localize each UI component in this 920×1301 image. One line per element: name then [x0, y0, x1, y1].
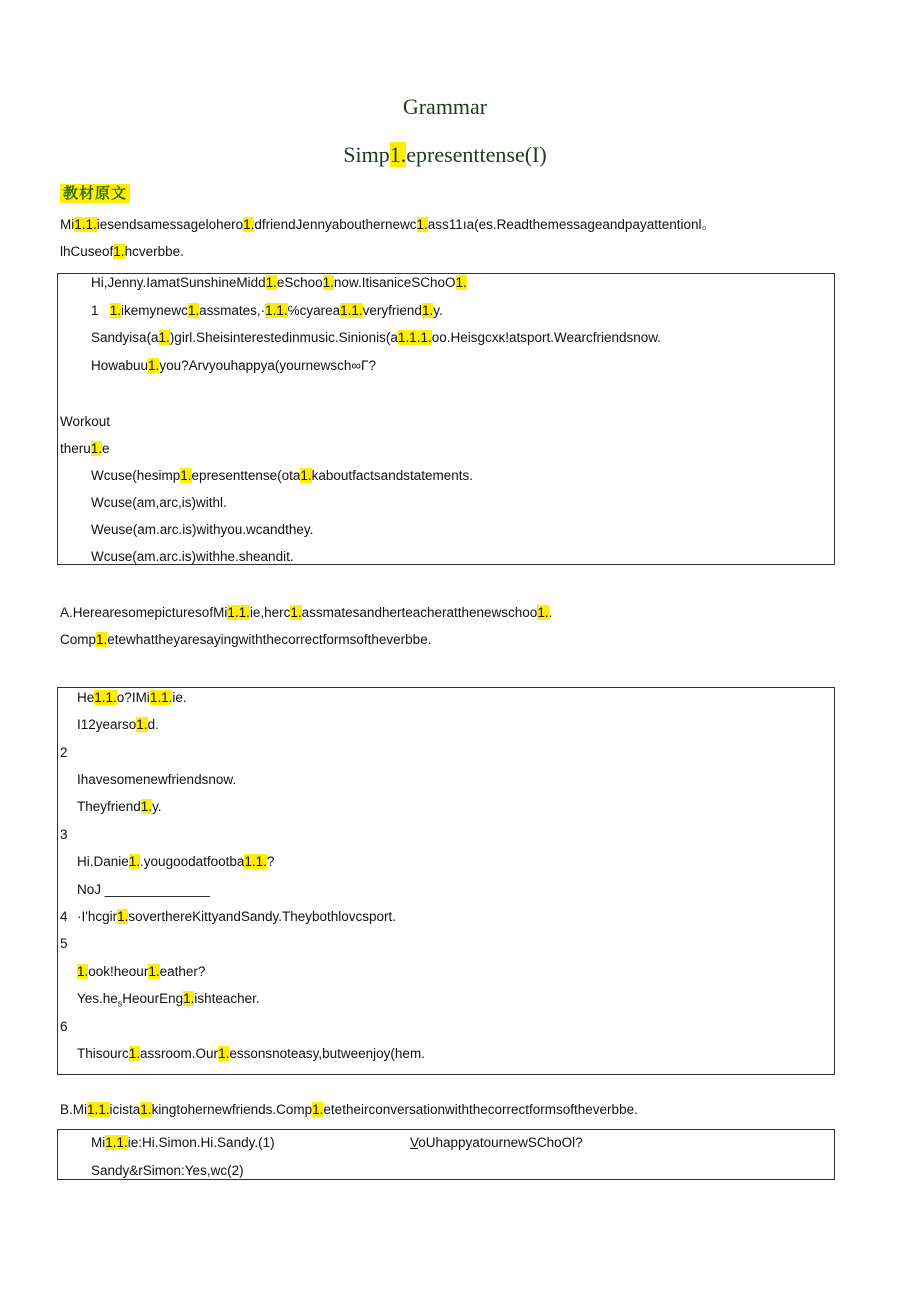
- page-subtitle: Simp1.epresenttense(I): [343, 142, 547, 167]
- rule-line-1: Wcuse(hesimp1.epresenttense(ota1.kaboutfactsandstatements.: [91, 468, 473, 483]
- workout-heading: Workout: [60, 414, 111, 429]
- intro-line-1: Mi1.1.iesendsamessagelohero1.dfriendJennyabouthernewc1.ass11ıa(es.Readthemessageandpayattentionl。: [60, 217, 715, 232]
- item-number-6: 6: [60, 1019, 68, 1034]
- exercise-b-line-1: Mi1.1.ie:Hi.Simon.Hi.Sandy.(1): [91, 1135, 275, 1150]
- exercise-b-line-1-right: VoUhappyatournewSChoOl?: [410, 1135, 583, 1150]
- exercise-a-line-3: Ihavesomenewfriendsnow.: [77, 772, 237, 787]
- message-line-1: Hi,Jenny.IamatSunshineMidd1.eSchoo1.now.ItisaniceSChoO1.: [91, 275, 467, 290]
- exercise-a-line-6: NoJ ______________: [77, 882, 210, 897]
- message-line-3: Sandyisa(a1.)girl.Sheisinterestedinmusic.Sinionis(a1.1.1.oo.Heisgcxĸ!atsport.Wearcfriendsnow.: [91, 330, 662, 345]
- section-a-line-2: Comp1.etewhattheyaresayingwiththecorrectformsoftheverbbe.: [60, 632, 432, 647]
- message-line-2: 1 1.ikemynewc1.assmates,·1.1.℅cyarea1.1.veryfriend1.y.: [91, 303, 443, 318]
- exercise-a-line-8: 1.ook!heour1.eather?: [77, 964, 206, 979]
- exercise-a-line-10: Thisourc1.assroom.Our1.essonsnoteasy,butweenjoy(hem.: [77, 1046, 425, 1061]
- workout-rule-heading: theru1.e: [60, 441, 110, 456]
- section-a-line-1: A.HerearesomepicturesofMi1.1.ie,herc1.assmatesandherteacheratthenewschoo1..: [60, 605, 553, 620]
- intro-line-2: lhCuseof1.hcverbbe.: [60, 244, 184, 259]
- section-b-line-1: B.Mi1.1.icista1.kingtohernewfriends.Comp1.etetheirconversationwiththecorrectformsoftheverbbe.: [60, 1102, 638, 1117]
- page-title: Grammar: [402, 94, 488, 119]
- exercise-a-line-1: He1.1.o?IMi1.1.ie.: [77, 690, 187, 705]
- rule-line-4: Wcuse(am.arc.is)withhe.sheandit.: [91, 549, 294, 564]
- exercise-a-line-2: I12yearso1.d.: [77, 717, 159, 732]
- exercise-b-line-2: Sandy&rSimon:Yes,wc(2): [91, 1163, 244, 1178]
- exercise-a-line-4: Theyfriend1.y.: [77, 799, 162, 814]
- exercise-a-line-7: ·I'hcgir1.soverthereKittyandSandy.Theybothlovcsport.: [77, 909, 397, 924]
- item-number-2: 2: [60, 745, 68, 760]
- textbook-original-badge: 教材原文: [60, 182, 130, 203]
- item-number-4: 4: [60, 909, 68, 924]
- rule-line-3: Weuse(am.arc.is)withyou.wcandthey.: [91, 522, 314, 537]
- message-line-4: Howabuu1.you?Arvyouhappya(yournewsch∞Γ?: [91, 358, 376, 373]
- rule-line-2: Wcuse(am,arc,is)withl.: [91, 495, 227, 510]
- item-number-5: 5: [60, 936, 68, 951]
- item-number-3: 3: [60, 827, 68, 842]
- exercise-a-line-5: Hi.Danie1..yougoodatfootba1.1.?: [77, 854, 275, 869]
- exercise-a-line-9: $Yes.he_sHeourEng1.ishteacher$.: [77, 991, 260, 1009]
